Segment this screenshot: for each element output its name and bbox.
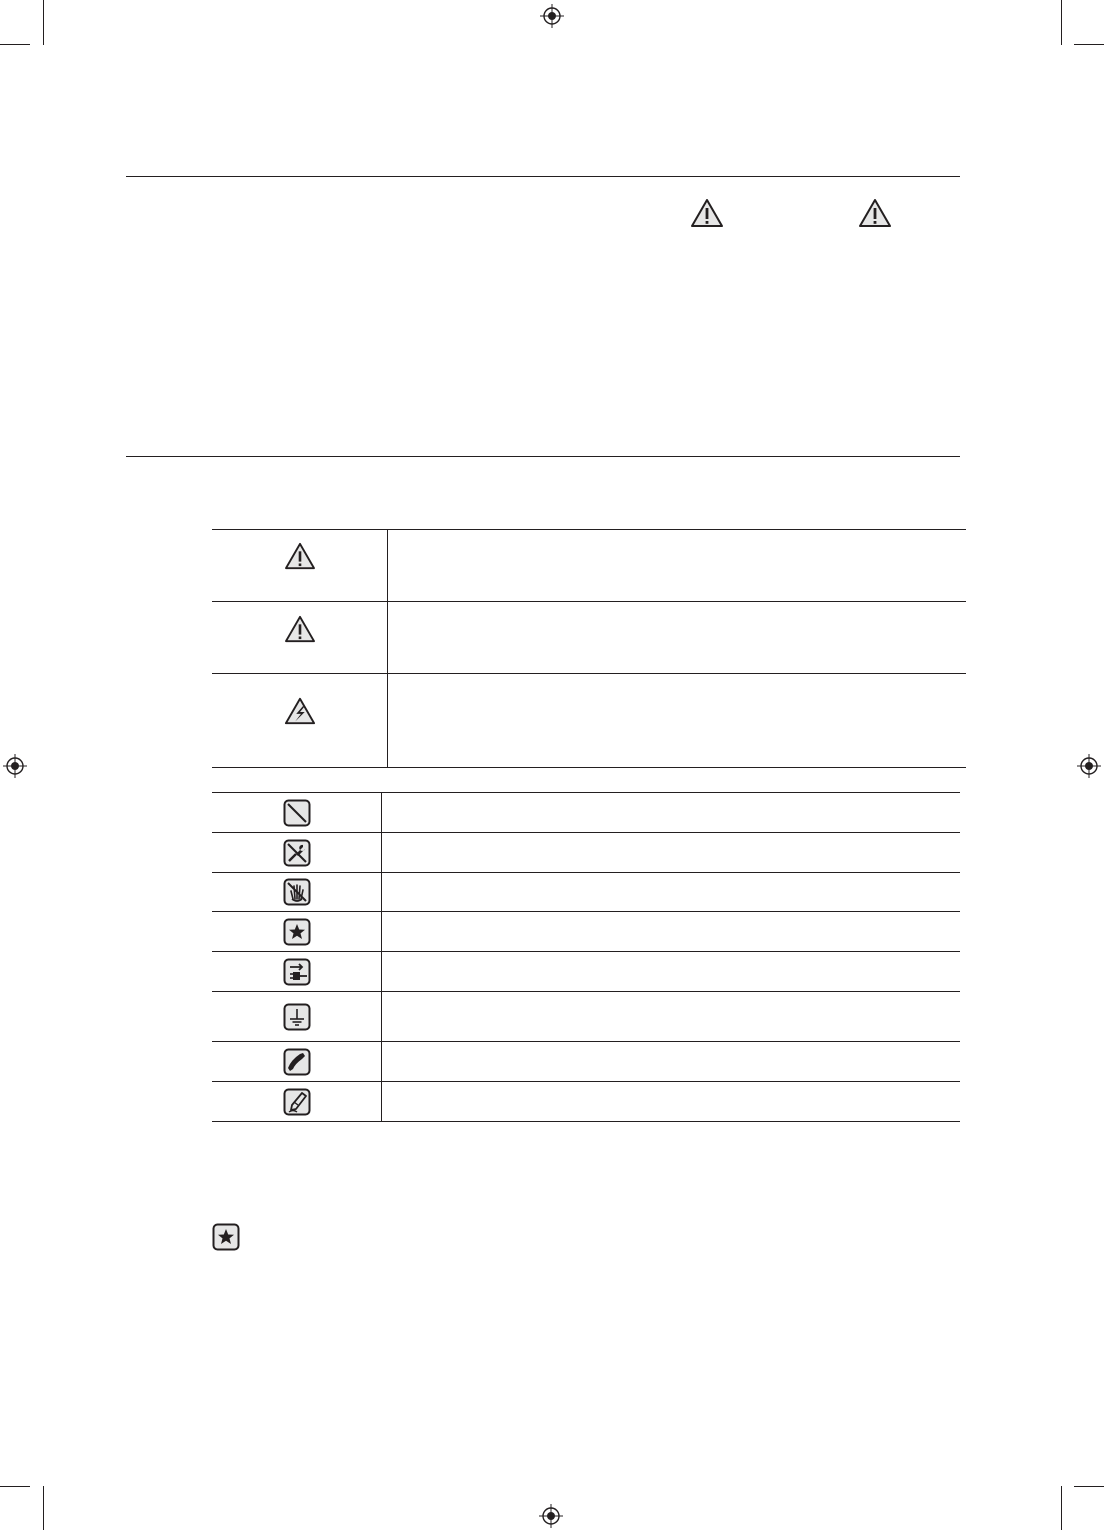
crop-mark-top-left-h [0, 44, 30, 45]
prohibited-icon [283, 799, 311, 827]
icon-cell [212, 793, 382, 833]
table-row [212, 1082, 960, 1122]
table-row [212, 992, 960, 1042]
table-row [212, 952, 960, 992]
row-text [382, 873, 961, 912]
note-icon [283, 1088, 311, 1116]
icon-cell [212, 1042, 382, 1082]
important-star-icon [283, 918, 311, 946]
row-text [382, 912, 961, 952]
section-top-rule [126, 176, 960, 177]
contact-service-icon [283, 1048, 311, 1076]
registration-crosshair-icon [3, 754, 27, 778]
warning-table [212, 529, 966, 768]
row-text [382, 833, 961, 873]
symbols-table [212, 792, 960, 1122]
crop-mark-top-right-h [1074, 44, 1104, 45]
icon-cell [212, 674, 388, 768]
crop-mark-bottom-left-h [0, 1486, 30, 1487]
icon-cell [212, 912, 382, 952]
caution-triangle-icon [284, 615, 316, 643]
table-row [212, 1042, 960, 1082]
warning-triangle-icon [690, 198, 724, 228]
footer-note [212, 1223, 240, 1251]
icon-cell [212, 952, 382, 992]
table-row [212, 873, 960, 912]
row-text [388, 602, 967, 674]
important-star-icon [212, 1223, 240, 1251]
table-row [212, 674, 966, 768]
do-not-touch-icon [283, 878, 311, 906]
row-text [382, 1042, 961, 1082]
crop-mark-top-right-v [1061, 0, 1062, 45]
unplug-icon [283, 958, 311, 986]
electric-shock-icon [284, 696, 316, 726]
row-text [382, 793, 961, 833]
row-text [382, 992, 961, 1042]
icon-cell [212, 530, 388, 602]
row-text [388, 674, 967, 768]
table-row [212, 602, 966, 674]
table-row [212, 530, 966, 602]
row-text [388, 530, 967, 602]
crop-mark-top-left-v [43, 0, 44, 45]
table-row [212, 912, 960, 952]
warning-triangle-icon [284, 542, 316, 570]
crop-mark-bottom-right-v [1061, 1486, 1062, 1530]
table-row [212, 793, 960, 833]
icon-cell [212, 992, 382, 1042]
crop-mark-bottom-left-v [43, 1486, 44, 1530]
icon-cell [212, 1082, 382, 1122]
table-row [212, 833, 960, 873]
registration-crosshair-icon [540, 4, 564, 28]
do-not-disassemble-icon [283, 839, 311, 867]
icon-cell [212, 602, 388, 674]
section-bottom-rule [126, 456, 960, 457]
caution-triangle-icon [858, 198, 892, 228]
icon-cell [212, 833, 382, 873]
ground-icon [283, 1003, 311, 1031]
row-text [382, 1082, 961, 1122]
icon-cell [212, 873, 382, 912]
row-text [382, 952, 961, 992]
registration-crosshair-icon [1077, 754, 1101, 778]
crop-mark-bottom-right-h [1074, 1486, 1104, 1487]
registration-crosshair-icon [539, 1504, 563, 1528]
